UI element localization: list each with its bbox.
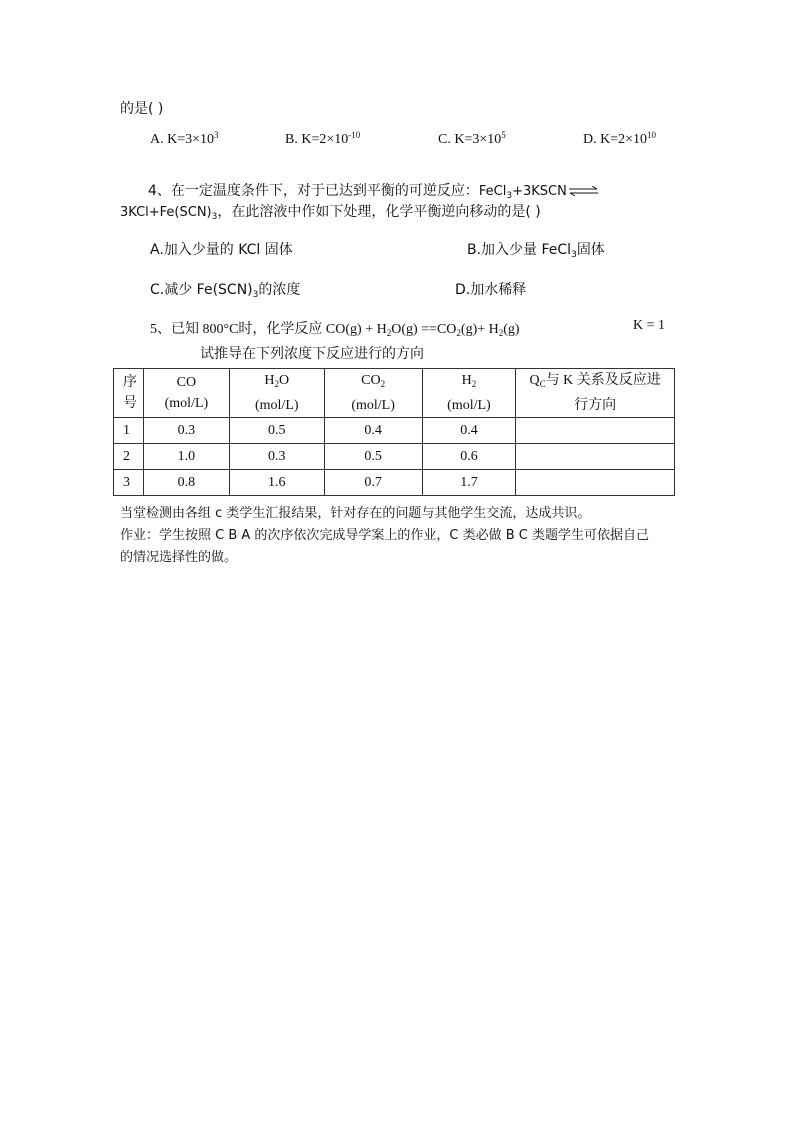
header-h2: $H_2$ (mol/L) xyxy=(422,369,516,418)
q3-option-a xyxy=(150,130,219,148)
cell-qc xyxy=(516,418,675,444)
cell-co2: 0.7 xyxy=(324,470,422,496)
q4-reactant-fecl3: FeCl$_3$+3KSCN xyxy=(478,184,567,201)
q4-option-d xyxy=(455,279,526,299)
header-h2o: $H_2O$ (mol/L) xyxy=(229,369,324,418)
q3-option-c-text: C. K=3×10 xyxy=(438,132,502,147)
row-index: 3 xyxy=(114,470,144,496)
header-qc: $Q_C$与 K 关系及反应进 行方向 xyxy=(516,369,675,418)
q4-products: $3KCl+Fe(SCN)_3$ xyxy=(120,205,218,222)
q4-option-b: B.加入少量 FeCl$_3$固体 xyxy=(467,242,605,260)
q5-stem-line1: 5、已知 800°C时，化学反应 $CO(g) + H_2O(g) ==CO_2(g)+ H_2(g)$ xyxy=(150,322,520,338)
row-index: 2 xyxy=(114,444,144,470)
q4-option-d-text: D.加水稀释 xyxy=(455,282,527,298)
q4-stem-line2 xyxy=(120,201,541,222)
q4-intro: 4、在一定温度条件下，对于已达到平衡的可逆反应： xyxy=(148,183,479,199)
cell-co2: 0.4 xyxy=(324,418,422,444)
q3-option-b xyxy=(285,130,360,148)
q3-option-c xyxy=(438,130,506,148)
cell-h2o: 1.6 xyxy=(229,470,324,496)
q3-option-b-exp: -10 xyxy=(348,130,361,140)
cell-qc xyxy=(516,470,675,496)
cell-qc xyxy=(516,444,675,470)
q3-tail xyxy=(120,98,163,118)
cell-h2o: 0.3 xyxy=(229,444,324,470)
table-row xyxy=(114,470,675,496)
footer-paragraph-2-line1 xyxy=(120,524,649,543)
footer-p2-line2-text: 的情况选择性的做。 xyxy=(120,550,238,565)
footer-paragraph-2-line2 xyxy=(120,546,237,565)
q3-option-c-exp: 5 xyxy=(501,130,506,140)
q3-option-b-text: B. K=2×10 xyxy=(285,132,349,147)
q3-option-a-text: A. K=3×10 xyxy=(150,132,215,147)
cell-co: 1.0 xyxy=(143,444,229,470)
q5-k-value: K = 1 xyxy=(633,318,666,333)
cell-co: 0.8 xyxy=(143,470,229,496)
q5-stem-line2 xyxy=(200,343,424,363)
q4-option-a-text: A.加入少量的 KCl 固体 xyxy=(150,242,293,258)
header-index: 序 号 xyxy=(114,369,144,418)
q5-table xyxy=(113,368,675,496)
q3-option-d-exp: 10 xyxy=(647,130,657,140)
equilibrium-arrow-icon xyxy=(569,186,599,196)
q5-line2-text: 试推导在下列浓度下反应进行的方向 xyxy=(200,346,424,362)
footer-p1-text: 当堂检测由各组 c 类学生汇报结果，针对存在的问题与其他学生交流，达成共识。 xyxy=(120,506,591,521)
cell-co2: 0.5 xyxy=(324,444,422,470)
table-row xyxy=(114,444,675,470)
footer-p2-line1-text: 作业：学生按照 C B A 的次序依次完成导学案上的作业，C 类必做 B C 类题学生可依据自己 xyxy=(120,528,650,543)
header-co: CO (mol/L) xyxy=(143,369,229,418)
q5-table-header xyxy=(114,369,675,418)
q4-option-a xyxy=(150,239,293,259)
row-index: 1 xyxy=(114,418,144,444)
cell-h2: 0.6 xyxy=(422,444,516,470)
q3-option-d-text: D. K=2×10 xyxy=(583,132,648,147)
table-row xyxy=(114,418,675,444)
cell-h2o: 0.5 xyxy=(229,418,324,444)
q3-option-a-exp: 3 xyxy=(214,130,219,140)
cell-co: 0.3 xyxy=(143,418,229,444)
footer-paragraph-1 xyxy=(120,502,590,521)
q4-stem-tail: ，在此溶液中作如下处理，化学平衡逆向移动的是( ) xyxy=(217,204,541,220)
cell-h2: 1.7 xyxy=(422,470,516,496)
header-co2: $CO_2$ (mol/L) xyxy=(324,369,422,418)
q3-tail-text: 的是( ) xyxy=(120,101,164,117)
q3-option-d xyxy=(583,130,656,148)
q4-stem-line1 xyxy=(148,180,601,201)
q4-option-c: C.减少 $Fe(SCN)_3$的浓度 xyxy=(150,282,301,300)
cell-h2: 0.4 xyxy=(422,418,516,444)
